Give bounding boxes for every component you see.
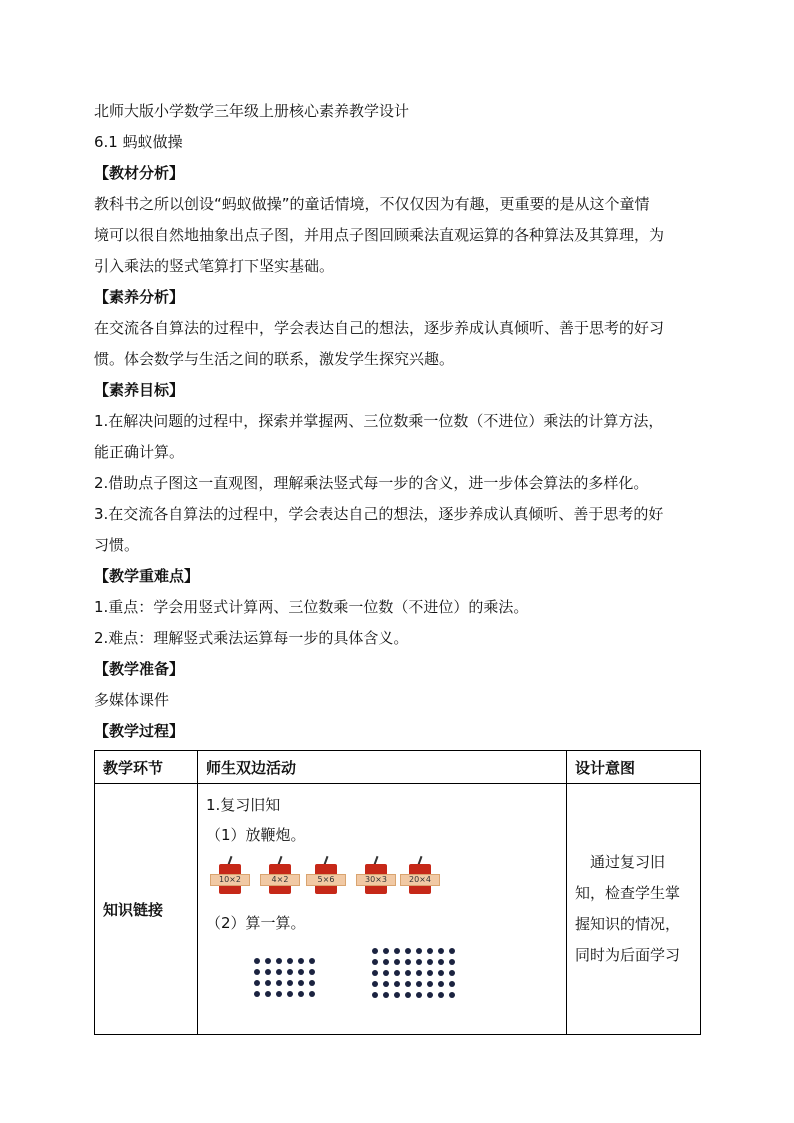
dot <box>405 981 411 987</box>
table-row <box>95 784 701 1035</box>
header-activity: 师生双边活动 <box>198 751 567 784</box>
firecracker-label: 4×2 <box>260 874 300 886</box>
dot <box>372 959 378 965</box>
firecracker-image <box>306 856 346 894</box>
dot <box>438 992 444 998</box>
stage-cell: 知识链接 <box>95 784 198 1035</box>
key-point-line: 1.重点：学会用竖式计算两、三位数乘一位数（不进位）的乘法。 <box>94 598 529 616</box>
literacy-goal-line: 习惯。 <box>94 536 140 554</box>
dot <box>298 969 304 975</box>
firecracker-image <box>400 856 440 894</box>
dot <box>416 959 422 965</box>
dot <box>383 959 389 965</box>
preparation-heading: 【教学准备】 <box>94 660 185 678</box>
dot <box>416 992 422 998</box>
lesson-title: 6.1 蚂蚁做操 <box>94 133 183 151</box>
firecracker-label: 20×4 <box>400 874 440 886</box>
dot <box>438 981 444 987</box>
intent-line: 同时为后面学习 <box>575 946 681 964</box>
dot <box>449 981 455 987</box>
table-header-row <box>95 751 701 784</box>
dot <box>309 958 315 964</box>
dot <box>405 959 411 965</box>
header-stage: 教学环节 <box>95 751 198 784</box>
dot <box>287 980 293 986</box>
dot <box>265 969 271 975</box>
dot <box>265 958 271 964</box>
dot <box>394 970 400 976</box>
dot <box>383 948 389 954</box>
literacy-analysis-line: 在交流各自算法的过程中，学会表达自己的想法，逐步养成认真倾听、善于思考的好习 <box>94 319 665 337</box>
literacy-goals-heading: 【素养目标】 <box>94 381 185 399</box>
literacy-goal-line: 2.借助点子图这一直观图，理解乘法竖式每一步的含义，进一步体会算法的多样化。 <box>94 474 649 492</box>
material-analysis-line: 境可以很自然地抽象出点子图，并用点子图回顾乘法直观运算的各种算法及其算理，为 <box>94 226 665 244</box>
dot <box>254 991 260 997</box>
dot <box>405 970 411 976</box>
dot <box>427 959 433 965</box>
literacy-goal-line: 3.在交流各自算法的过程中，学会表达自己的想法，逐步养成认真倾听、善于思考的好 <box>94 505 664 523</box>
dot <box>298 980 304 986</box>
firecracker-row <box>206 852 558 902</box>
dot <box>394 981 400 987</box>
dot <box>449 948 455 954</box>
firecracker-label: 5×6 <box>306 874 346 886</box>
dot <box>254 958 260 964</box>
intent-line: 通过复习旧 <box>575 853 666 871</box>
dot <box>383 992 389 998</box>
material-analysis-line: 引入乘法的竖式笔算打下坚实基础。 <box>94 257 335 275</box>
literacy-goal-line: 能正确计算。 <box>94 443 185 461</box>
literacy-analysis-heading: 【素养分析】 <box>94 288 185 306</box>
dot <box>405 992 411 998</box>
dot <box>298 958 304 964</box>
dot <box>427 970 433 976</box>
process-heading: 【教学过程】 <box>94 722 185 740</box>
material-analysis-line: 教科书之所以创设“蚂蚁做操”的童话情境，不仅仅因为有趣，更重要的是从这个童情 <box>94 195 650 213</box>
dot <box>276 980 282 986</box>
header-intent: 设计意图 <box>567 751 701 784</box>
intent-line: 知，检查学生掌 <box>575 884 681 902</box>
doc-title: 北师大版小学数学三年级上册核心素养教学设计 <box>94 102 410 120</box>
dot <box>383 981 389 987</box>
dot <box>276 958 282 964</box>
dot-grid-figure <box>206 938 558 1028</box>
key-points-heading: 【教学重难点】 <box>94 567 200 585</box>
dot <box>372 948 378 954</box>
dot <box>438 948 444 954</box>
dot <box>449 959 455 965</box>
dot <box>265 991 271 997</box>
literacy-analysis-line: 惯。体会数学与生活之间的联系，激发学生探究兴趣。 <box>94 350 455 368</box>
dot <box>427 948 433 954</box>
dot <box>416 981 422 987</box>
dot <box>276 991 282 997</box>
dot <box>309 969 315 975</box>
dot <box>383 970 389 976</box>
material-analysis-heading: 【教材分析】 <box>94 164 185 182</box>
activity-step: 1.复习旧知 <box>206 796 281 814</box>
dot <box>287 958 293 964</box>
firecracker-label: 30×3 <box>356 874 396 886</box>
dot <box>405 948 411 954</box>
dot <box>372 970 378 976</box>
dot <box>298 991 304 997</box>
activity-cell <box>198 784 567 1035</box>
firecracker-image <box>210 856 250 894</box>
dot <box>394 948 400 954</box>
teaching-process-table <box>94 750 701 1035</box>
dot <box>449 970 455 976</box>
literacy-goal-line: 1.在解决问题的过程中，探索并掌握两、三位数乘一位数（不进位）乘法的计算方法， <box>94 412 664 430</box>
intent-line: 握知识的情况， <box>575 915 681 933</box>
dot <box>372 981 378 987</box>
dot <box>287 991 293 997</box>
dot <box>416 970 422 976</box>
dot <box>254 980 260 986</box>
dot <box>427 992 433 998</box>
dot <box>309 991 315 997</box>
dot <box>265 980 271 986</box>
intent-cell <box>567 784 701 1035</box>
dot <box>287 969 293 975</box>
firecracker-image <box>260 856 300 894</box>
dot <box>276 969 282 975</box>
dot <box>438 970 444 976</box>
preparation-line: 多媒体课件 <box>94 691 170 709</box>
dot <box>394 959 400 965</box>
dot <box>309 980 315 986</box>
dot <box>438 959 444 965</box>
dot <box>372 992 378 998</box>
dot <box>427 981 433 987</box>
dot <box>416 948 422 954</box>
activity-substep: （2）算一算。 <box>206 914 306 932</box>
activity-substep: （1）放鞭炮。 <box>206 826 306 844</box>
dot <box>254 969 260 975</box>
key-point-line: 2.难点：理解竖式乘法运算每一步的具体含义。 <box>94 629 409 647</box>
document-body <box>94 96 704 747</box>
firecracker-image <box>356 856 396 894</box>
firecracker-label: 10×2 <box>210 874 250 886</box>
dot <box>449 992 455 998</box>
dot <box>394 992 400 998</box>
